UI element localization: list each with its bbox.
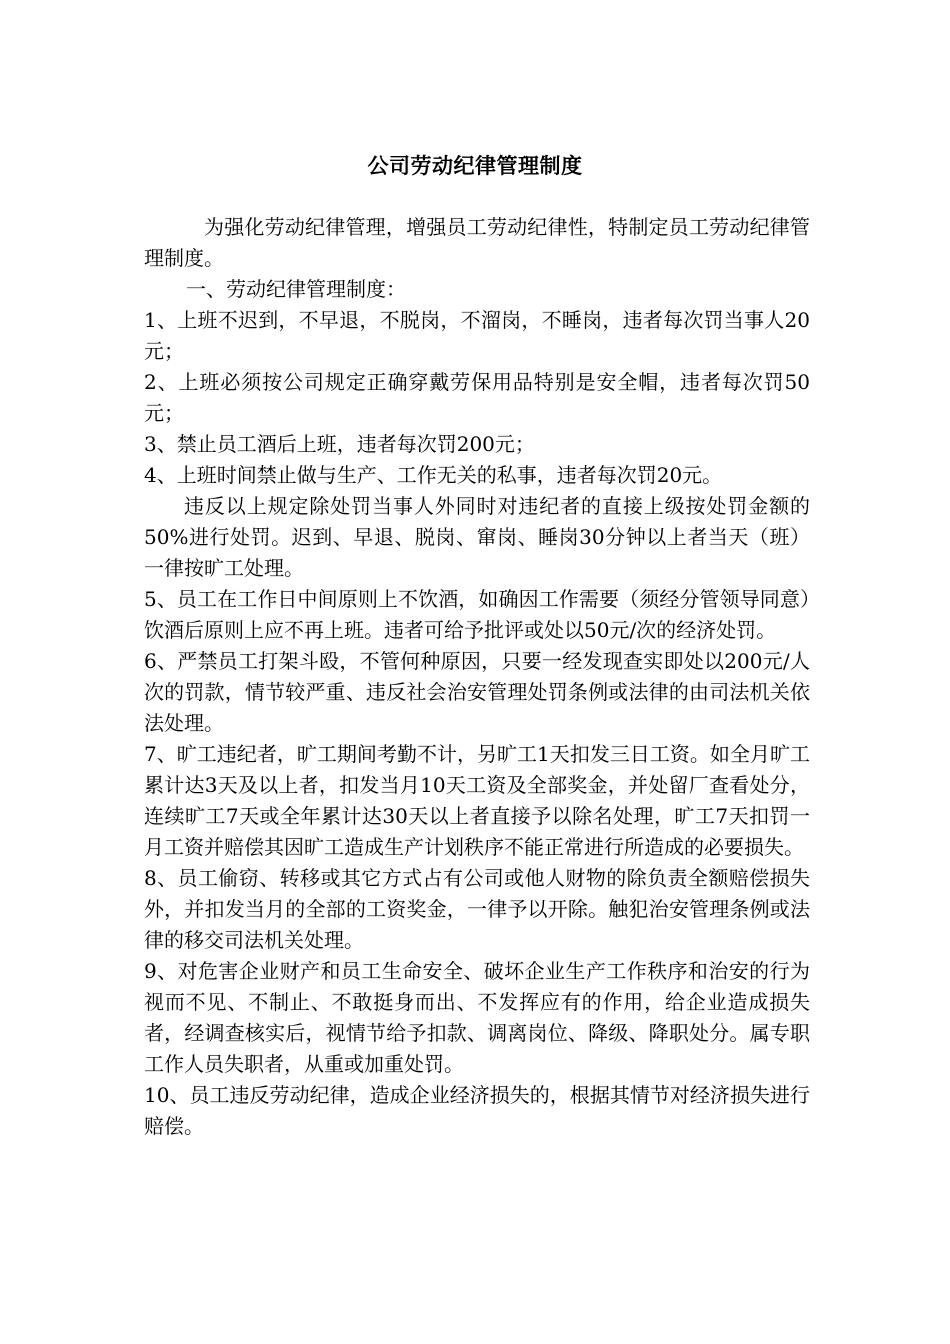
rule-item-9: 9、对危害企业财产和员工生命安全、破坏企业生产工作秩序和治安的行为视而不见、不制止、不敢挺身而出、不发挥应有的作用，给企业造成损失者，经调查核实后，视情节给予扣款、调离岗位、降级、降职处分。属专职工作人员失职者，从重或加重处罚。 [144, 959, 810, 1076]
intro-paragraph: 为强化劳动纪律管理，增强员工劳动纪律性，特制定员工劳动纪律管理制度。 [144, 215, 810, 270]
rule-item-7: 7、旷工违纪者，旷工期间考勤不计，另旷工1天扣发三日工资。如全月旷工累计达3天及以上者，扣发当月10天工资及全部奖金，并处留厂查看处分，连续旷工7天或全年累计达30天以上者直接予以除名处理，旷工7天扣罚一月工资并赔偿其因旷工造成生产计划秩序不能正常进行所造成的必要损失。 [144, 742, 810, 859]
section-heading: 一、劳动纪律管理制度： [186, 277, 406, 301]
document-body [144, 212, 810, 1142]
rule-item-2: 2、上班必须按公司规定正确穿戴劳保用品特别是安全帽，违者每次罚50元； [144, 370, 810, 425]
rule-item-6: 6、严禁员工打架斗殴，不管何种原因，只要一经发现查实即处以200元/人次的罚款，情节较严重、违反社会治安管理处罚条例或法律的由司法机关依法处理。 [144, 649, 810, 735]
rule-item-4: 4、上班时间禁止做与生产、工作无关的私事，违者每次罚20元。 [144, 463, 723, 487]
penalty-note-paragraph: 违反以上规定除处罚当事人外同时对违纪者的直接上级按处罚金额的50%进行处罚。迟到、早退、脱岗、窜岗、睡岗30分钟以上者当天（班）一律按旷工处理。 [144, 494, 810, 580]
rule-item-5: 5、员工在工作日中间原则上不饮酒，如确因工作需要（须经分管领导同意）饮酒后原则上应不再上班。违者可给予批评或处以50元/次的经济处罚。 [144, 587, 810, 642]
document-title: 公司劳动纪律管理制度 [367, 154, 583, 178]
rule-item-10: 10、员工违反劳动纪律，造成企业经济损失的，根据其情节对经济损失进行赔偿。 [144, 1083, 810, 1138]
rule-item-1: 1、上班不迟到，不早退，不脱岗，不溜岗，不睡岗，违者每次罚当事人20元； [144, 308, 810, 363]
rule-item-3: 3、禁止员工酒后上班，违者每次罚200元； [144, 432, 535, 456]
rule-item-8: 8、员工偷窃、转移或其它方式占有公司或他人财物的除负责全额赔偿损失外，并扣发当月的全部的工资奖金，一律予以开除。触犯治安管理条例或法律的移交司法机关处理。 [144, 866, 810, 952]
